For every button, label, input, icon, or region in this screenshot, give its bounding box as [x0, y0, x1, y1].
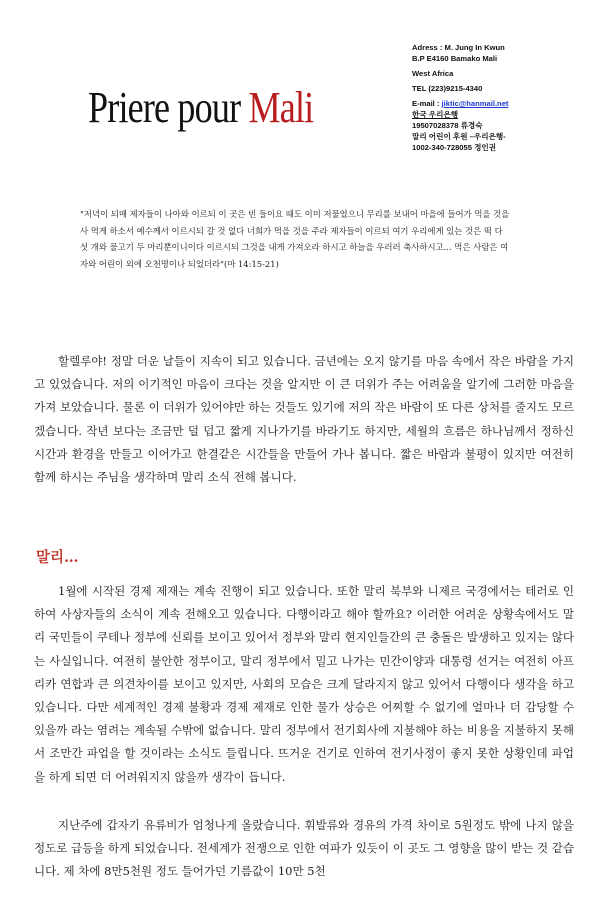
mali-support-number: 1002-340-728055 정인권: [412, 143, 497, 152]
body-paragraph-fuel: 지난주에 갑자기 유류비가 엄청나게 올랐습니다. 휘발류와 경유의 가격 차이로 5원정도 밖에 나지 않을 정도로 급등을 하게 되었습니다. 전세계가 전쟁으로 인한 여파가 있듯이 이 곳도 그 영향을 많이 받는 것 같습니다. 제 차에 8만5천원 정도 들어가던 기름값이 10만 5천: [34, 818, 574, 879]
email-line: [412, 98, 598, 109]
address-block: [412, 42, 598, 153]
body-paragraph-intro: 할렐루야! 정말 더운 날들이 지속이 되고 있습니다. 금년에는 오지 않기를 마음 속에서 작은 바람을 가지고 있었습니다. 저의 이기적인 마음이 크다는 것을 알지만 이 큰 더위가 주는 어려움을 알기에 그러한 마음을 가져 보았습니다. 물론 이 더위가 있어야만 하는 것들도 있기에 저의 작은 바람이 또 다른 상처를 줄지도 모르겠습니다. 작년 보다는 조금만 덜 덥고 짧게 지나가기를 바라기도 하지만, 세월의 흐름은 하나님께서 정하신 시간과 환경을 만들고 이어가고 한결같은 시간들을 만들어 가나 봅니다. 짧은 바람과 불평이 있지만 여전히 함께 하시는 주님을 생각하며 말리 소식 전해 봅니다.: [34, 354, 574, 485]
address-line: Adress : M. Jung In Kwun: [412, 43, 505, 52]
korea-account-number: 19507028378 류경숙: [412, 121, 483, 130]
section-title-mali: 말리…: [36, 549, 79, 566]
address-line: B.P E4160 Bamako Mali: [412, 54, 498, 63]
mali-support-label: 말리 어린이 후원 –우리은행-: [412, 132, 506, 141]
address-line: West Africa: [412, 69, 454, 78]
korea-account-label: 한국 우리은행: [412, 110, 459, 119]
masthead-title: [88, 83, 314, 132]
masthead-title-country: Mali: [248, 83, 314, 132]
scripture-quote: "저녁이 되매 제자들이 나아와 이르되 이 곳은 빈 들이요 때도 이미 저물었으니 무리를 보내어 마을에 들어가 먹을 것을 사 먹게 하소서 예수께서 이르시되 갈 것 없다 너희가 먹을 것을 주라 제자들이 이르되 여기 우리에게 있는 것은 떡 다섯 개와 물고기 두 마리뿐이니이다 이르시되 그것을 내게 가져오라 하시고 하늘을 우러러 축사하시고... 먹은 사람은 여자와 어린이 외에 오천명이나 되었더라"(마 14:15-21): [80, 209, 510, 269]
email-label: E-mail :: [412, 99, 442, 108]
masthead-title-prefix: Priere pour: [88, 83, 249, 132]
email-link[interactable]: jiktic@hanmail.net: [441, 99, 509, 108]
address-line: TEL (223)9215-4340: [412, 84, 483, 93]
body-paragraph-mali: 1월에 시작된 경제 제재는 계속 진행이 되고 있습니다. 또한 말리 북부와 니제르 국경에서는 테러로 인하여 사상자들의 소식이 계속 전해오고 있습니다. 다행이라고 해야 할까요? 이러한 어려운 상황속에서도 말리 국민들이 쿠테나 정부에 신뢰를 보이고 있어서 정부와 말리 현지인들간의 큰 충돌은 발생하고 있지는 않다는 사실입니다. 여전히 불안한 정부이고, 말리 정부에서 밀고 나가는 민간이양과 대통령 선거는 여전히 아프리카 연합과 큰 의견차이를 보이고 있지만, 사회의 모습은 크게 달라지지 않고 있어서 다행이다 생각을 하고 있습니다. 다만 세계적인 경제 불황과 경제 제재로 인한 물가 상승은 어찌할 수 없기에 얼마나 더 감당할 수 있을까 라는 염려는 계속될 수밖에 없습니다. 말리 정부에서 전기회사에 지불해야 하는 비용을 지불하지 못해서 조만간 파업을 할 것이라는 소식도 들립니다. 뜨거운 건기로 인하여 전기사정이 좋지 못한 상황인데 파업을 하게 되면 더 어려워지지 않을까 생각이 듭니다.: [34, 584, 574, 784]
